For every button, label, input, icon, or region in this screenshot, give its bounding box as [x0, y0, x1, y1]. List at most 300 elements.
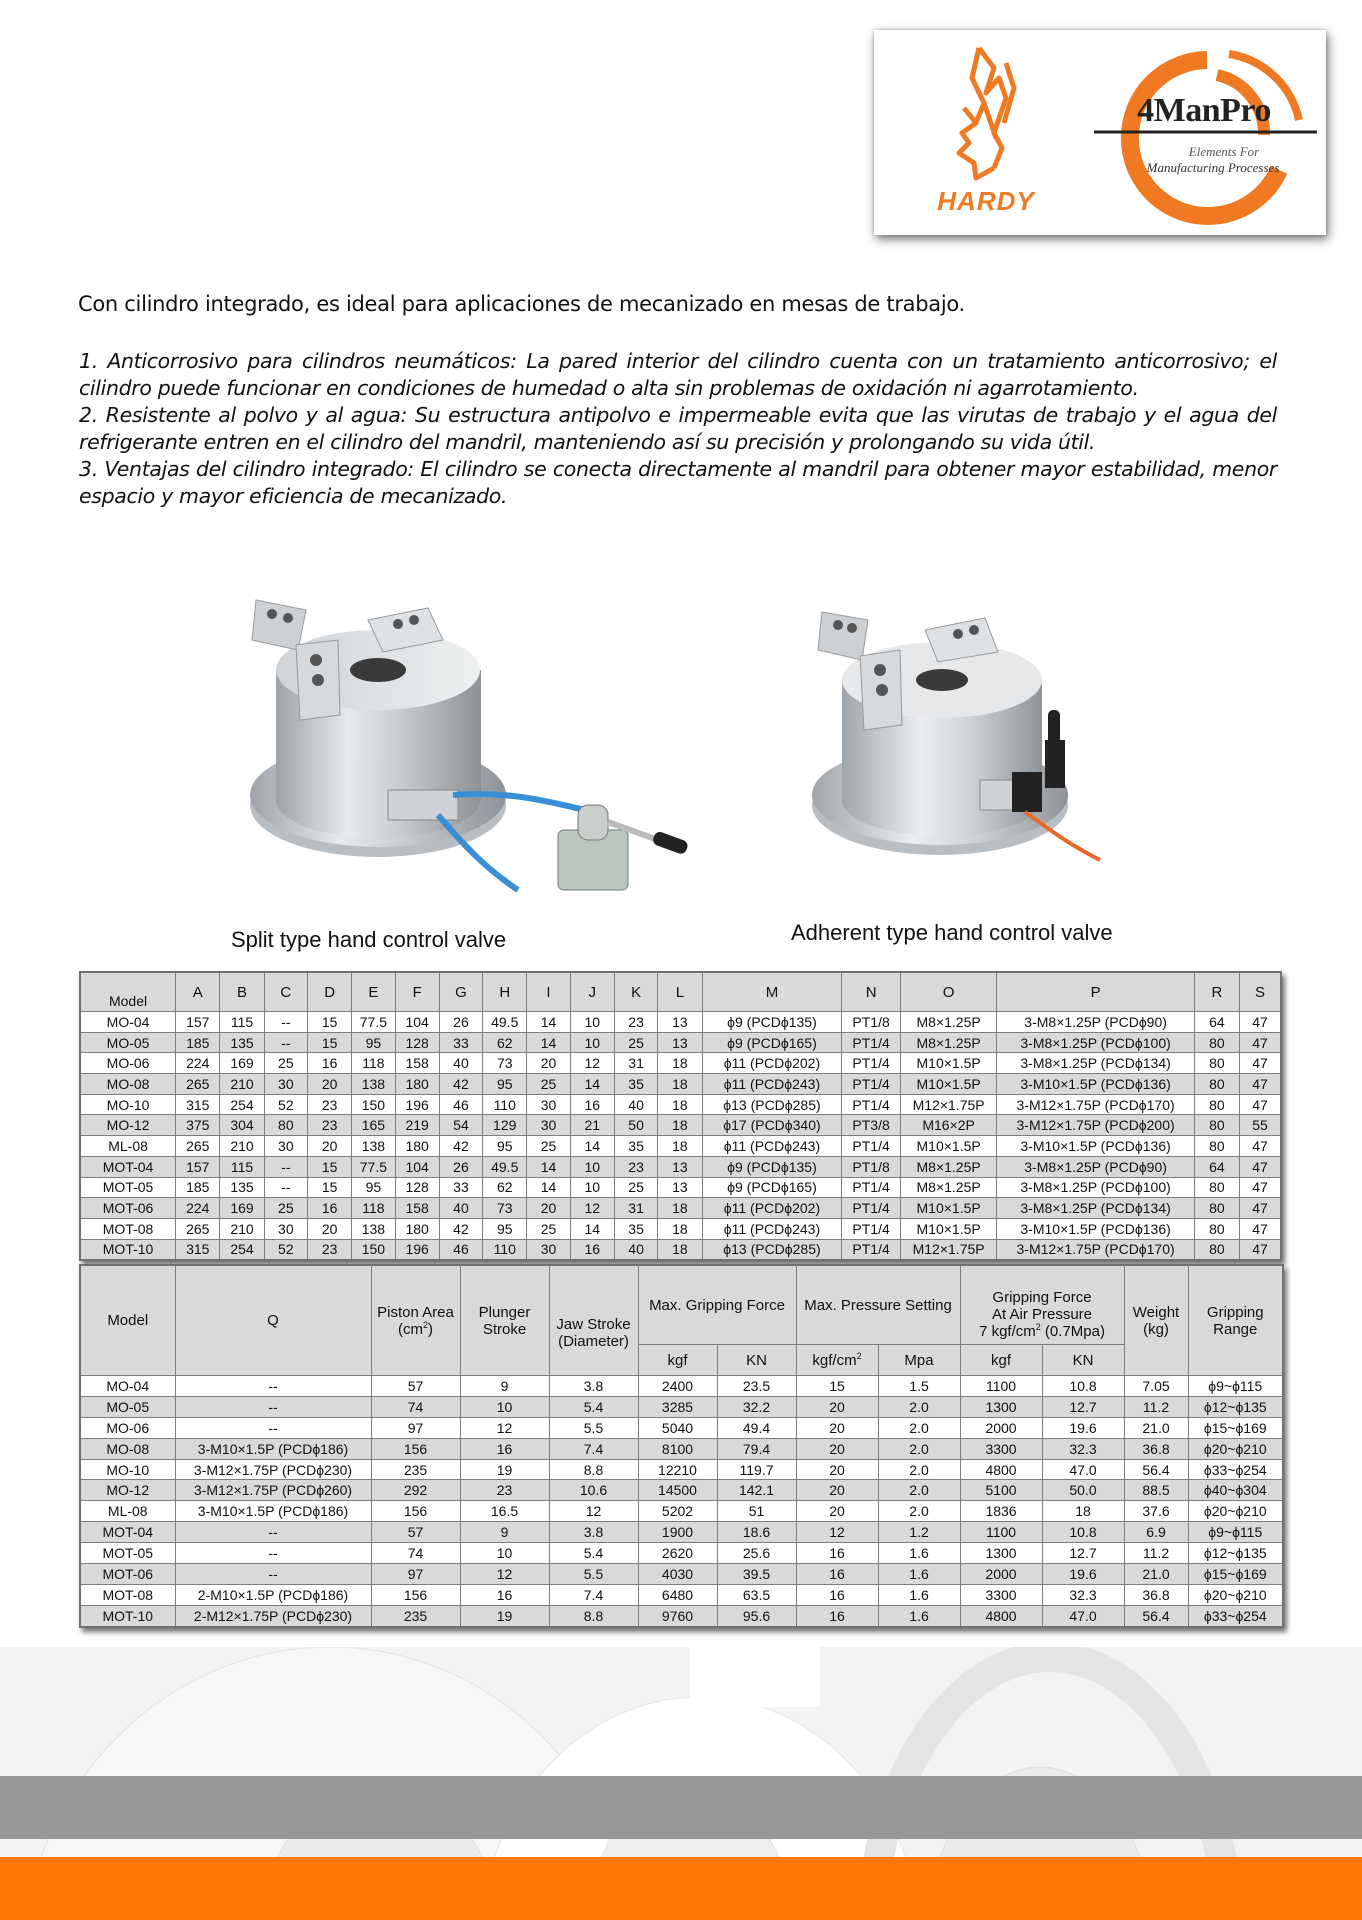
table-cell: 32.3 [1042, 1584, 1124, 1605]
table-row [80, 1438, 1283, 1459]
table-cell: 165 [352, 1115, 395, 1136]
table-cell: 31 [614, 1198, 657, 1219]
table-cell: 169 [220, 1198, 264, 1219]
table-cell: 14 [570, 1218, 614, 1239]
table-cell: PT1/4 [842, 1136, 900, 1157]
table-cell: ϕ20~ϕ210 [1188, 1501, 1283, 1522]
table-cell: 80 [1194, 1177, 1239, 1198]
table-cell: 196 [395, 1239, 439, 1260]
table-cell: 20 [307, 1074, 351, 1095]
col-header-g: G [439, 972, 482, 1012]
table-cell: 15 [307, 1012, 351, 1033]
table-cell: 36.8 [1124, 1584, 1188, 1605]
table-cell: 23 [307, 1094, 351, 1115]
table-cell: 23 [614, 1156, 657, 1177]
model-cell: MOT-06 [80, 1564, 175, 1585]
table-cell: 47 [1240, 1239, 1281, 1260]
col-header-plunger-stroke [460, 1265, 549, 1376]
table-row [80, 1239, 1281, 1260]
table-cell: 7.05 [1124, 1376, 1188, 1397]
table-cell: 14 [527, 1012, 570, 1033]
table-cell: 21.0 [1124, 1417, 1188, 1438]
table-cell: -- [175, 1522, 371, 1543]
table-cell: 16.5 [460, 1501, 549, 1522]
amanpro-tagline-1: Elements For [1188, 144, 1260, 159]
table-cell: 16 [796, 1605, 878, 1626]
table-cell: 10.8 [1042, 1376, 1124, 1397]
table-cell: 9 [460, 1522, 549, 1543]
model-cell: MO-10 [80, 1094, 176, 1115]
amanpro-tagline-2: Manufacturing Processes [1146, 160, 1280, 175]
col-header-f: F [395, 972, 439, 1012]
model-cell: MOT-06 [80, 1198, 176, 1219]
table-cell: 7.4 [549, 1584, 638, 1605]
table-cell: 1.6 [878, 1605, 960, 1626]
table-cell: 51 [717, 1501, 796, 1522]
table-cell: 2-M10×1.5P (PCDϕ186) [175, 1584, 371, 1605]
table-cell: 5.4 [549, 1396, 638, 1417]
table-cell: 73 [483, 1198, 527, 1219]
model-cell: MOT-08 [80, 1584, 175, 1605]
col-header-model: Model [80, 1265, 175, 1376]
table-cell: ϕ20~ϕ210 [1188, 1584, 1283, 1605]
table-cell: 104 [395, 1156, 439, 1177]
table-cell: 10 [570, 1032, 614, 1053]
table-cell: 80 [1194, 1074, 1239, 1095]
header-text: (cm [397, 1320, 423, 1338]
hardy-logo [924, 38, 1044, 228]
table-cell: 50 [614, 1115, 657, 1136]
table-cell: 12.7 [1042, 1396, 1124, 1417]
table-cell: 2620 [638, 1543, 717, 1564]
table-row [80, 1012, 1281, 1033]
table-cell: 49.5 [483, 1012, 527, 1033]
table-cell: M10×1.5P [900, 1074, 997, 1095]
table-cell: 138 [352, 1136, 395, 1157]
product-image-split-valve [228, 590, 718, 920]
table-cell: 5.4 [549, 1543, 638, 1564]
table-cell: M16×2P [900, 1115, 997, 1136]
feature-item: 2. Resistente al polvo y al agua: Su estructura antipolvo e impermeable evita que las virutas de trabajo y el agua del refrigerante entren en el cilindro del mandril, manteniendo así su precisión y prolongando su vida útil. [79, 403, 1277, 454]
table-cell: ϕ13 (PCDϕ285) [702, 1239, 842, 1260]
footer-gray-band [0, 1776, 1362, 1839]
table-cell: M12×1.75P [900, 1239, 997, 1260]
table-cell: 30 [264, 1136, 307, 1157]
table-cell: PT1/8 [842, 1156, 900, 1177]
table-cell: 5100 [960, 1480, 1042, 1501]
table-cell: 30 [527, 1115, 570, 1136]
table-cell: 8.8 [549, 1459, 638, 1480]
table-cell: 14 [570, 1136, 614, 1157]
intro-text: Con cilindro integrado, es ideal para aplicaciones de mecanizado en mesas de trabajo. [78, 292, 965, 316]
table-row [80, 1501, 1283, 1522]
table-cell: 25 [527, 1136, 570, 1157]
table-cell: 47 [1240, 1177, 1281, 1198]
col-header-a: A [176, 972, 220, 1012]
table-cell: 219 [395, 1115, 439, 1136]
table-row [80, 1376, 1283, 1397]
table-cell: 18 [658, 1074, 702, 1095]
table-cell: 26 [439, 1156, 482, 1177]
table-cell: 12 [796, 1522, 878, 1543]
table-cell: PT1/4 [842, 1074, 900, 1095]
col-header-b: B [220, 972, 264, 1012]
figure-caption-split: Split type hand control valve [231, 927, 507, 952]
subheader-kn: KN [717, 1345, 796, 1376]
table-cell: 74 [371, 1396, 460, 1417]
header-text: Stroke [482, 1320, 527, 1338]
table-cell: 73 [483, 1053, 527, 1074]
table-cell: 95 [483, 1074, 527, 1095]
table-cell: -- [264, 1156, 307, 1177]
table-cell: ϕ40~ϕ304 [1188, 1480, 1283, 1501]
table-cell: 50.0 [1042, 1480, 1124, 1501]
table-cell: 47 [1240, 1094, 1281, 1115]
table-cell: ϕ15~ϕ169 [1188, 1564, 1283, 1585]
table-row [80, 1564, 1283, 1585]
table-cell: 185 [176, 1177, 220, 1198]
table-cell: 35 [614, 1136, 657, 1157]
table-cell: 3.8 [549, 1376, 638, 1397]
table-cell: 158 [395, 1198, 439, 1219]
table-cell: 12 [460, 1564, 549, 1585]
table-cell: 4800 [960, 1605, 1042, 1626]
model-cell: MO-12 [80, 1480, 175, 1501]
chuck-split-valve-illustration [228, 590, 718, 920]
table-cell: ϕ9~ϕ115 [1188, 1522, 1283, 1543]
table-cell: PT1/4 [842, 1032, 900, 1053]
table-cell: 47 [1240, 1218, 1281, 1239]
model-cell: MOT-05 [80, 1177, 176, 1198]
table-cell: 57 [371, 1376, 460, 1397]
table-cell: 14 [527, 1156, 570, 1177]
table-cell: -- [264, 1177, 307, 1198]
table-cell: 3-M12×1.75P (PCDϕ230) [175, 1459, 371, 1480]
table-cell: M10×1.5P [900, 1218, 997, 1239]
model-cell: MO-12 [80, 1115, 176, 1136]
table-cell: 42 [439, 1074, 482, 1095]
table-row [80, 1156, 1281, 1177]
table-cell: 265 [176, 1074, 220, 1095]
table-cell: 135 [220, 1032, 264, 1053]
table-cell: 138 [352, 1074, 395, 1095]
table-cell: 1300 [960, 1543, 1042, 1564]
col-header-jaw-stroke [549, 1265, 638, 1376]
hardy-feather-head-icon [924, 38, 1044, 188]
table-cell: 46 [439, 1239, 482, 1260]
table-cell: 4030 [638, 1564, 717, 1585]
product-image-adherent-valve [800, 590, 1140, 880]
table-cell: 3-M8×1.25P (PCDϕ134) [997, 1053, 1194, 1074]
dimension-table-header [80, 972, 1281, 1012]
col-header-c: C [264, 972, 307, 1012]
table-cell: 12 [570, 1198, 614, 1219]
table-cell: ϕ13 (PCDϕ285) [702, 1094, 842, 1115]
table-row [80, 1074, 1281, 1095]
table-cell: 97 [371, 1417, 460, 1438]
table-cell: 14 [527, 1177, 570, 1198]
table-cell: 1.6 [878, 1584, 960, 1605]
table-cell: PT1/4 [842, 1053, 900, 1074]
model-cell: MOT-08 [80, 1218, 176, 1239]
table-cell: 26 [439, 1012, 482, 1033]
table-cell: ϕ17 (PCDϕ340) [702, 1115, 842, 1136]
table-cell: 20 [527, 1053, 570, 1074]
table-cell: 3-M10×1.5P (PCDϕ136) [997, 1136, 1194, 1157]
table-cell: -- [264, 1012, 307, 1033]
table-cell: 10 [460, 1396, 549, 1417]
header-text: ) [428, 1320, 433, 1338]
table-cell: 3300 [960, 1438, 1042, 1459]
subheader-kgf: kgf [638, 1345, 717, 1376]
table-cell: 56.4 [1124, 1605, 1188, 1626]
table-cell: 49.4 [717, 1417, 796, 1438]
table-cell: 62 [483, 1177, 527, 1198]
table-cell: PT1/4 [842, 1239, 900, 1260]
table-cell: 20 [796, 1396, 878, 1417]
table-cell: 30 [527, 1094, 570, 1115]
table-cell: 10 [570, 1156, 614, 1177]
table-cell: 2000 [960, 1417, 1042, 1438]
table-cell: 11.2 [1124, 1396, 1188, 1417]
table-cell: 18.6 [717, 1522, 796, 1543]
table-cell: 8100 [638, 1438, 717, 1459]
table-cell: 180 [395, 1074, 439, 1095]
header-text: Gripping [1206, 1303, 1264, 1321]
table-cell: 150 [352, 1094, 395, 1115]
table-cell: 129 [483, 1115, 527, 1136]
table-cell: ϕ20~ϕ210 [1188, 1438, 1283, 1459]
table-cell: 118 [352, 1053, 395, 1074]
table-cell: 3-M8×1.25P (PCDϕ90) [997, 1012, 1194, 1033]
table-cell: 235 [371, 1605, 460, 1626]
table-cell: 254 [220, 1094, 264, 1115]
table-cell: 1900 [638, 1522, 717, 1543]
table-cell: 47 [1240, 1156, 1281, 1177]
table-cell: 2-M12×1.75P (PCDϕ230) [175, 1605, 371, 1626]
table-cell: 156 [371, 1501, 460, 1522]
col-header-s: S [1240, 972, 1281, 1012]
table-cell: 64 [1194, 1012, 1239, 1033]
table-cell: 23 [460, 1480, 549, 1501]
table-cell: M10×1.5P [900, 1198, 997, 1219]
col-header-l: L [658, 972, 702, 1012]
table-cell: 104 [395, 1012, 439, 1033]
table-cell: 315 [176, 1094, 220, 1115]
feature-item: 1. Anticorrosivo para cilindros neumáticos: La pared interior del cilindro cuenta con un tratamiento anticorrosivo; el cilindro puede funcionar en condiciones de humedad o alta sin problemas de oxidación ni agarrotamiento. [79, 349, 1277, 400]
table-cell: 16 [796, 1584, 878, 1605]
table-cell: 74 [371, 1543, 460, 1564]
dimension-table [79, 971, 1282, 1261]
table-cell: 52 [264, 1239, 307, 1260]
table-cell: 40 [439, 1053, 482, 1074]
header-text: (kg) [1143, 1320, 1169, 1338]
table-cell: 62 [483, 1032, 527, 1053]
table-cell: 18 [658, 1136, 702, 1157]
table-cell: ϕ12~ϕ135 [1188, 1396, 1283, 1417]
table-cell: 3-M12×1.75P (PCDϕ260) [175, 1480, 371, 1501]
feature-list [79, 348, 1277, 510]
table-cell: 3-M8×1.25P (PCDϕ100) [997, 1177, 1194, 1198]
table-cell: 156 [371, 1584, 460, 1605]
table-cell: 97 [371, 1564, 460, 1585]
table-row [80, 1115, 1281, 1136]
col-header-gripping-force-air [960, 1265, 1124, 1345]
table-cell: 1300 [960, 1396, 1042, 1417]
table-cell: 15 [307, 1032, 351, 1053]
table-cell: 224 [176, 1053, 220, 1074]
table-cell: 135 [220, 1177, 264, 1198]
table-cell: 15 [796, 1376, 878, 1397]
table-cell: 47.0 [1042, 1605, 1124, 1626]
table-cell: 23 [307, 1115, 351, 1136]
table-cell: 8.8 [549, 1605, 638, 1626]
table-cell: M8×1.25P [900, 1012, 997, 1033]
table-cell: 79.4 [717, 1438, 796, 1459]
table-cell: 10 [570, 1177, 614, 1198]
table-cell: 20 [796, 1417, 878, 1438]
table-cell: 80 [1194, 1239, 1239, 1260]
table-cell: M8×1.25P [900, 1177, 997, 1198]
table-cell: M8×1.25P [900, 1032, 997, 1053]
table-cell: ϕ12~ϕ135 [1188, 1543, 1283, 1564]
table-cell: 254 [220, 1239, 264, 1260]
table-cell: 47 [1240, 1136, 1281, 1157]
table-cell: 224 [176, 1198, 220, 1219]
table-cell: 3-M10×1.5P (PCDϕ136) [997, 1074, 1194, 1095]
table-cell: 169 [220, 1053, 264, 1074]
table-cell: 157 [176, 1012, 220, 1033]
table-row [80, 1177, 1281, 1198]
table-cell: PT1/4 [842, 1218, 900, 1239]
model-cell: MOT-04 [80, 1156, 176, 1177]
table-cell: ϕ11 (PCDϕ202) [702, 1198, 842, 1219]
amanpro-ring-icon [1089, 40, 1319, 230]
table-cell: 46 [439, 1094, 482, 1115]
table-cell: ϕ9~ϕ115 [1188, 1376, 1283, 1397]
table-cell: 47 [1240, 1198, 1281, 1219]
table-row [80, 1218, 1281, 1239]
header-text: Piston Area [377, 1303, 454, 1321]
table-cell: 1836 [960, 1501, 1042, 1522]
table-cell: 128 [395, 1177, 439, 1198]
table-cell: M12×1.75P [900, 1094, 997, 1115]
table-cell: 1.6 [878, 1564, 960, 1585]
table-cell: 142.1 [717, 1480, 796, 1501]
table-cell: 42 [439, 1136, 482, 1157]
table-cell: 13 [658, 1032, 702, 1053]
table-cell: 375 [176, 1115, 220, 1136]
model-cell: MOT-05 [80, 1543, 175, 1564]
col-header-r: R [1194, 972, 1239, 1012]
table-cell: ϕ11 (PCDϕ243) [702, 1074, 842, 1095]
table-cell: 95 [483, 1136, 527, 1157]
model-cell: MO-08 [80, 1438, 175, 1459]
header-text: Gripping Force [992, 1289, 1092, 1306]
header-text: Plunger [478, 1303, 531, 1321]
header-text: 7 kgf/cm [979, 1323, 1036, 1340]
performance-table-header [80, 1265, 1283, 1345]
table-cell: 2.0 [878, 1396, 960, 1417]
table-cell: 30 [264, 1218, 307, 1239]
table-cell: 6480 [638, 1584, 717, 1605]
table-cell: 55 [1240, 1115, 1281, 1136]
table-cell: 10 [460, 1543, 549, 1564]
table-cell: M10×1.5P [900, 1136, 997, 1157]
header-text: (Diameter) [558, 1332, 629, 1350]
model-cell: MOT-10 [80, 1239, 176, 1260]
table-cell: 95 [352, 1177, 395, 1198]
table-row [80, 1522, 1283, 1543]
table-cell: 33 [439, 1032, 482, 1053]
table-cell: 138 [352, 1218, 395, 1239]
table-cell: 15 [307, 1177, 351, 1198]
table-cell: 40 [614, 1094, 657, 1115]
table-cell: 47.0 [1042, 1459, 1124, 1480]
table-cell: 47 [1240, 1012, 1281, 1033]
col-header-o: O [900, 972, 997, 1012]
col-header-max-pressure-setting: Max. Pressure Setting [796, 1265, 960, 1345]
table-cell: 10.8 [1042, 1522, 1124, 1543]
table-cell: 30 [264, 1074, 307, 1095]
table-cell: ϕ9 (PCDϕ135) [702, 1012, 842, 1033]
table-cell: 30 [527, 1239, 570, 1260]
table-cell: 156 [371, 1438, 460, 1459]
table-cell: 2000 [960, 1564, 1042, 1585]
table-cell: 23.5 [717, 1376, 796, 1397]
table-cell: 9760 [638, 1605, 717, 1626]
table-cell: 56.4 [1124, 1459, 1188, 1480]
table-cell: 185 [176, 1032, 220, 1053]
table-cell: 13 [658, 1156, 702, 1177]
table-cell: 80 [264, 1115, 307, 1136]
table-cell: 118 [352, 1198, 395, 1219]
table-cell: 36.8 [1124, 1438, 1188, 1459]
table-cell: 304 [220, 1115, 264, 1136]
table-row [80, 1459, 1283, 1480]
table-cell: 157 [176, 1156, 220, 1177]
table-cell: -- [175, 1543, 371, 1564]
table-cell: 2.0 [878, 1438, 960, 1459]
table-cell: 19 [460, 1459, 549, 1480]
table-cell: ϕ11 (PCDϕ202) [702, 1053, 842, 1074]
table-cell: 35 [614, 1074, 657, 1095]
table-cell: 3285 [638, 1396, 717, 1417]
table-cell: 2.0 [878, 1459, 960, 1480]
header-text: Range [1213, 1320, 1258, 1338]
table-cell: 20 [527, 1198, 570, 1219]
table-cell: 20 [796, 1459, 878, 1480]
table-cell: 12210 [638, 1459, 717, 1480]
table-cell: 13 [658, 1012, 702, 1033]
table-cell: 3-M10×1.5P (PCDϕ136) [997, 1218, 1194, 1239]
table-cell: 25 [264, 1053, 307, 1074]
table-cell: 16 [796, 1564, 878, 1585]
chuck-adherent-valve-illustration [800, 590, 1140, 880]
table-cell: 3.8 [549, 1522, 638, 1543]
figure-caption-adherent: Adherent type hand control valve [791, 920, 1113, 945]
table-cell: 10 [570, 1012, 614, 1033]
header-sup: 2 [422, 1319, 428, 1330]
subheader-air-kn: KN [1042, 1345, 1124, 1376]
table-cell: 80 [1194, 1198, 1239, 1219]
table-cell: 20 [796, 1480, 878, 1501]
table-cell: 25 [264, 1198, 307, 1219]
table-cell: 16 [307, 1053, 351, 1074]
model-cell: ML-08 [80, 1501, 175, 1522]
table-cell: 16 [460, 1584, 549, 1605]
model-cell: MO-10 [80, 1459, 175, 1480]
